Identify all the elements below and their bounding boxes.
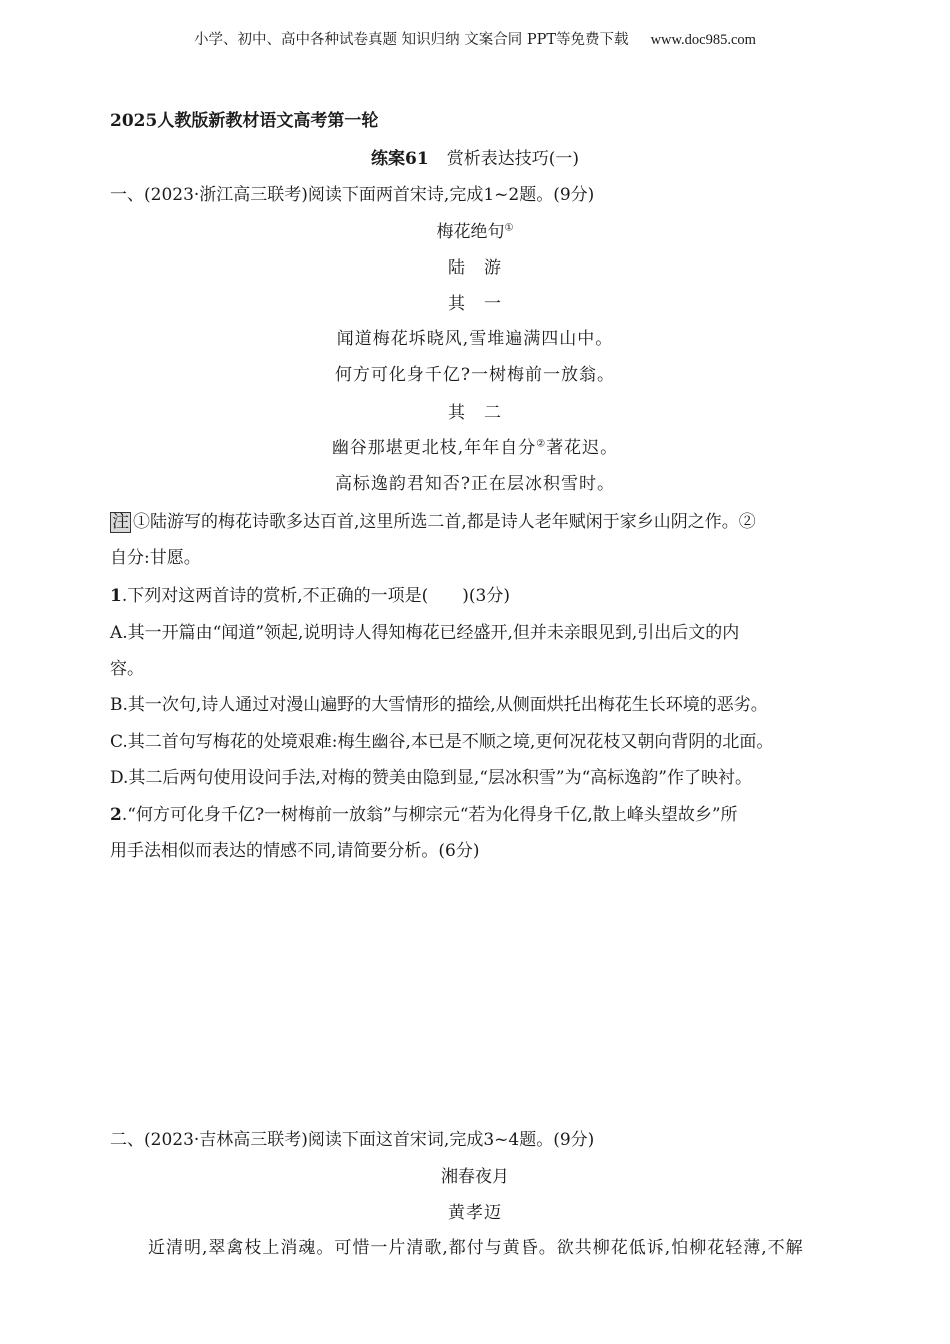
option-c: C.其二首句写梅花的处境艰难:梅生幽谷,本已是不顺之境,更何况花枝又朝向背阴的北面。 [110, 732, 774, 752]
option-b: B.其一次句,诗人通过对漫山遍野的大雪情形的描绘,从侧面烘托出梅花生长环境的恶劣。 [110, 695, 768, 715]
option-a-continued: 容。 [110, 659, 144, 679]
question-2 [110, 800, 738, 825]
header-text: 小学、初中、高中各种试卷真题 知识归纳 文案合同 PPT等免费下载 [194, 32, 629, 48]
option-d: D.其二后两句使用设问手法,对梅的赞美由隐到显,“层冰积雪”为“高标逸韵”作了映衬。 [110, 768, 752, 788]
option-a: A.其一开篇由“闻道”领起,说明诗人得知梅花已经盛开,但并未亲眼见到,引出后文的内 [110, 623, 740, 643]
question-1 [110, 581, 510, 606]
poem1-line [0, 433, 950, 458]
poem1-line: 闻道梅花坼晓风,雪堆遍满四山中。 [336, 329, 614, 349]
question-text: .“何方可化身千亿?一树梅前一放翁”与柳宗元“若为化得身千亿,散上峰头望故乡”所 [121, 805, 738, 825]
poem1-part1-label: 其 一 [448, 294, 502, 314]
poem1-line: 何方可化身千亿?一树梅前一放翁。 [334, 365, 616, 385]
annotation [110, 507, 756, 533]
poem2-title: 湘春夜月 [441, 1167, 509, 1187]
section1-heading: 一、(2023·浙江高三联考)阅读下面两首宋诗,完成1~2题。(9分) [110, 185, 595, 205]
poem1-author: 陆 游 [448, 258, 502, 278]
annotation-text: ①陆游写的梅花诗歌多达百首,这里所选二首,都是诗人老年赋闲于家乡山阴之作。② [133, 512, 756, 532]
lesson-title [0, 144, 950, 169]
header-url[interactable]: www.doc985.com [650, 32, 756, 48]
poem1-title [0, 217, 950, 242]
document-title: 2025人教版新教材语文高考第一轮 [110, 111, 379, 131]
poem1-line-text: 著花迟。 [546, 438, 619, 458]
section2-heading: 二、(2023·吉林高三联考)阅读下面这首宋词,完成3~4题。(9分) [110, 1130, 595, 1150]
poem2-line: 近清明,翠禽枝上消魂。可惜一片清歌,都付与黄昏。欲共柳花低诉,怕柳花轻薄,不解 [148, 1238, 804, 1258]
lesson-topic: 赏析表达技巧(一) [446, 149, 579, 169]
question-number: 2 [110, 805, 122, 825]
poem1-part2-label: 其 二 [448, 403, 502, 423]
question-number: 1 [110, 586, 122, 606]
lesson-label: 练案61 [371, 149, 429, 169]
poem1-line-footnote: ② [536, 438, 547, 450]
annotation-continued: 自分:甘愿。 [110, 548, 201, 568]
question-2-continued: 用手法相似而表达的情感不同,请简要分析。(6分) [110, 841, 480, 861]
question-stem: .下列对这两首诗的赏析,不正确的一项是( )(3分) [121, 586, 510, 606]
poem1-line: 高标逸韵君知否?正在层冰积雪时。 [334, 474, 616, 494]
poem1-line-text: 幽谷那堪更北枝,年年自分 [331, 438, 537, 458]
poem2-author: 黄孝迈 [448, 1203, 502, 1223]
poem1-title-footnote: ① [504, 222, 514, 234]
poem1-title-text: 梅花绝句 [436, 222, 505, 242]
annotation-mark: 注 [112, 512, 129, 532]
page-header [0, 28, 950, 49]
